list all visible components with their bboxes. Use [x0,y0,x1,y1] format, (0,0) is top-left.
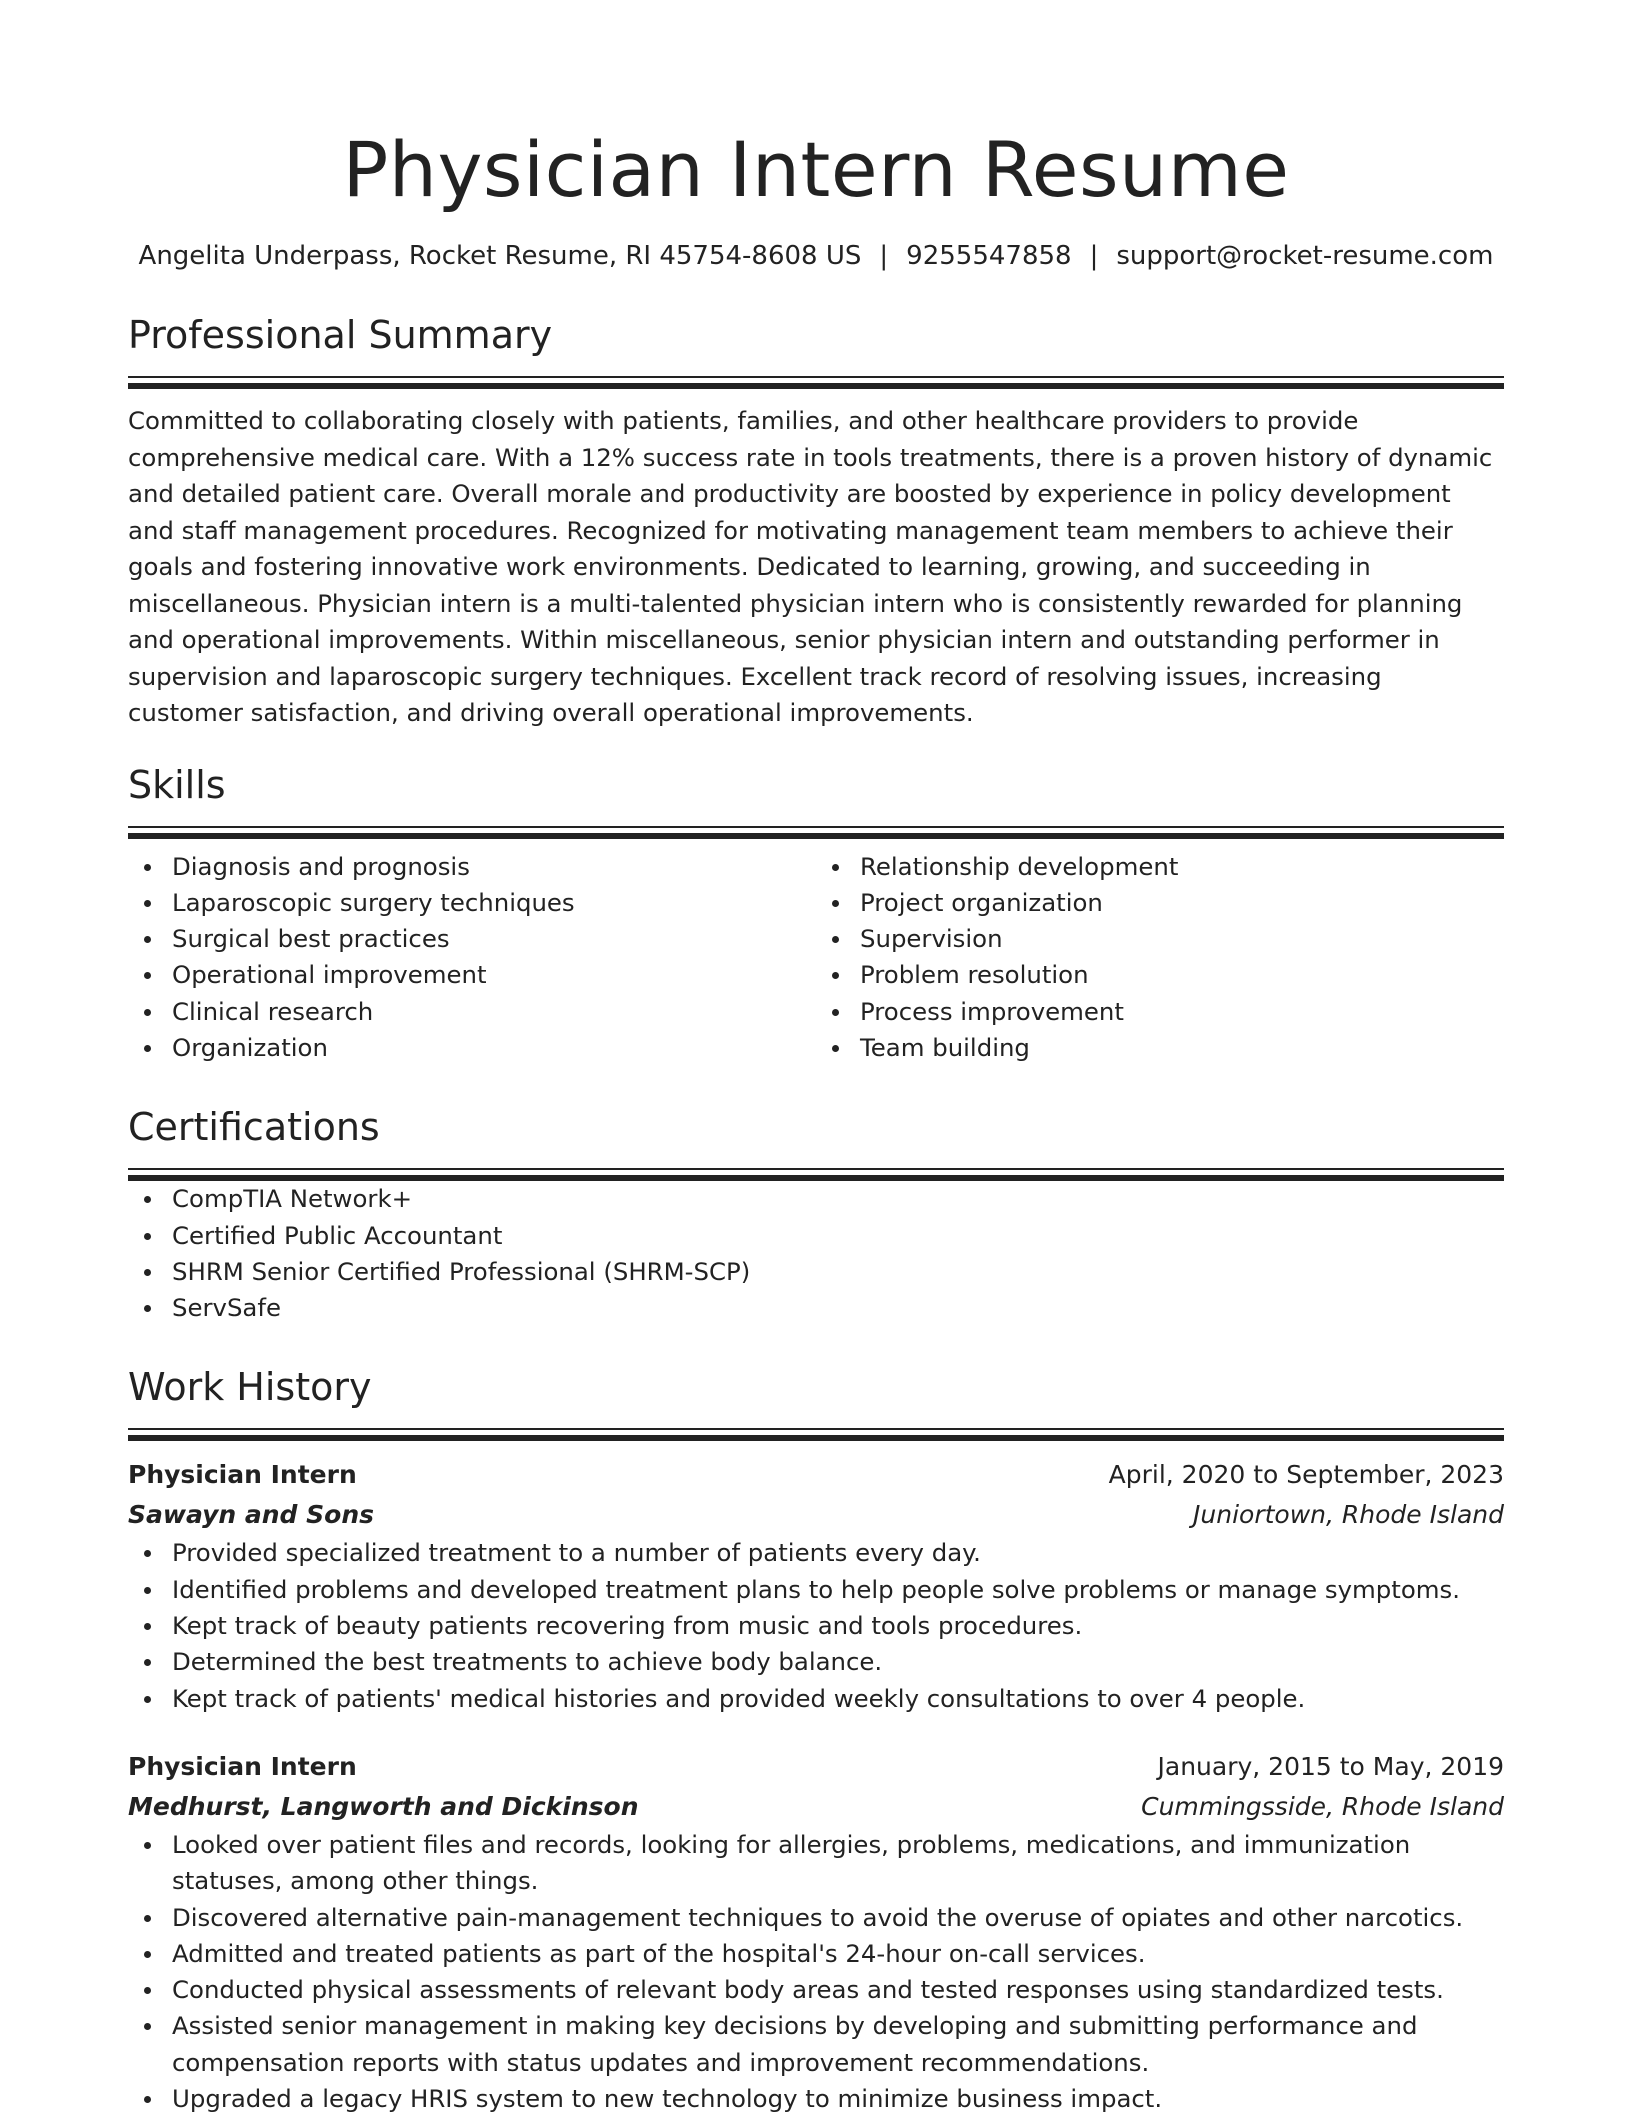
certification-item: CompTIA Network+ [128,1181,1504,1217]
summary-section [128,310,1504,732]
section-divider [128,376,1504,389]
skill-item: Surgical best practices [128,921,816,957]
contact-separator: | [1089,241,1099,271]
certifications-heading: Certifications [128,1105,380,1150]
certification-item: ServSafe [128,1290,1504,1326]
skill-item: Project organization [816,885,1504,921]
section-divider [128,826,1504,839]
job-entry [128,1747,1504,2117]
job-title: Physician Intern [128,1460,357,1490]
job-entry [128,1455,1504,1716]
job-duty-item: Determined the best treatments to achieve body balance. [128,1644,1504,1680]
page-title: Physician Intern Resume [342,125,1290,214]
skill-item: Operational improvement [128,957,816,993]
skill-item: Relationship development [816,849,1504,885]
job-dates: April, 2020 to September, 2023 [1108,1460,1504,1490]
summary-heading: Professional Summary [128,313,553,357]
summary-text: Committed to collaborating closely with patients, families, and other healthcare providers to provide comprehensive medical care. With a 12% success rate in tools treatments, there is a proven history of dynamic and detailed patient care. Overall morale and productivity are boosted by experience in policy development and staff management procedures. Recognized for motivating management team members to achieve their goals and fostering innovative work environments. Dedicated to learning, growing, and succeeding in miscellaneous. Physician intern is a multi-talented physician intern who is consistently rewarded for planning and operational improvements. Within miscellaneous, senior physician intern and outstanding performer in supervision and laparoscopic surgery techniques. Excellent track record of resolving issues, increasing customer satisfaction, and driving overall operational improvements. [128,406,1493,727]
section-divider [128,1428,1504,1441]
contact-email: support@rocket-resume.com [1116,241,1494,271]
job-duties-list [128,1827,1504,2117]
job-dates: January, 2015 to May, 2019 [1157,1751,1504,1781]
job-company-row [128,1787,1504,1827]
skills-heading: Skills [128,762,226,807]
job-duty-item: Discovered alternative pain-management techniques to avoid the overuse of opiates and other narcotics. [128,1900,1504,1936]
skills-right-list [816,849,1504,1067]
job-duties-list [128,1535,1504,1716]
skills-section [128,760,1504,1067]
skill-item: Process improvement [816,994,1504,1030]
job-duty-item: Conducted physical assessments of relevant body areas and tested responses using standardized tests. [128,1972,1504,2008]
job-company-row [128,1495,1504,1535]
skill-item: Clinical research [128,994,816,1030]
job-duty-item: Upgraded a legacy HRIS system to new technology to minimize business impact. [128,2081,1504,2117]
skill-item: Supervision [816,921,1504,957]
contact-separator: | [879,241,889,271]
job-title: Physician Intern [128,1751,357,1781]
job-location: Cummingsside, Rhode Island [1141,1791,1504,1821]
job-company: Sawayn and Sons [128,1500,374,1530]
contact-phone: 9255547858 [906,241,1072,271]
job-duty-item: Identified problems and developed treatment plans to help people solve problems or manage symptoms. [128,1572,1504,1608]
job-location: Juniortown, Rhode Island [1193,1500,1504,1530]
certifications-list [128,1181,1504,1326]
job-duty-item: Looked over patient files and records, looking for allergies, problems, medications, and immunization statuses, among other things. [128,1827,1504,1900]
skills-columns [128,849,1504,1067]
skill-item: Organization [128,1030,816,1066]
job-duty-item: Kept track of patients' medical histories and provided weekly consultations to over 4 people. [128,1681,1504,1717]
job-duty-item: Admitted and treated patients as part of the hospital's 24-hour on-call services. [128,1936,1504,1972]
skills-left-list [128,849,816,1067]
skill-item: Diagnosis and prognosis [128,849,816,885]
skill-item: Laparoscopic surgery techniques [128,885,816,921]
job-duty-item: Provided specialized treatment to a number of patients every day. [128,1535,1504,1571]
skill-item: Problem resolution [816,957,1504,993]
work-history-section [128,1362,1504,2117]
certification-item: Certified Public Accountant [128,1218,1504,1254]
job-duty-item: Kept track of beauty patients recovering from music and tools procedures. [128,1608,1504,1644]
job-company: Medhurst, Langworth and Dickinson [128,1791,639,1821]
certifications-section [128,1102,1504,1326]
job-header-row [128,1747,1504,1787]
job-duty-item: Assisted senior management in making key decisions by developing and submitting performance and compensation reports with status updates and improvement recommendations. [128,2008,1504,2081]
section-divider [128,1168,1504,1181]
skill-item: Team building [816,1030,1504,1066]
contact-address: Angelita Underpass, Rocket Resume, RI 45754-8608 US [138,241,862,271]
job-header-row [128,1455,1504,1495]
work-history-heading: Work History [128,1365,372,1410]
certification-item: SHRM Senior Certified Professional (SHRM-SCP) [128,1254,1504,1290]
contact-line [128,238,1504,274]
